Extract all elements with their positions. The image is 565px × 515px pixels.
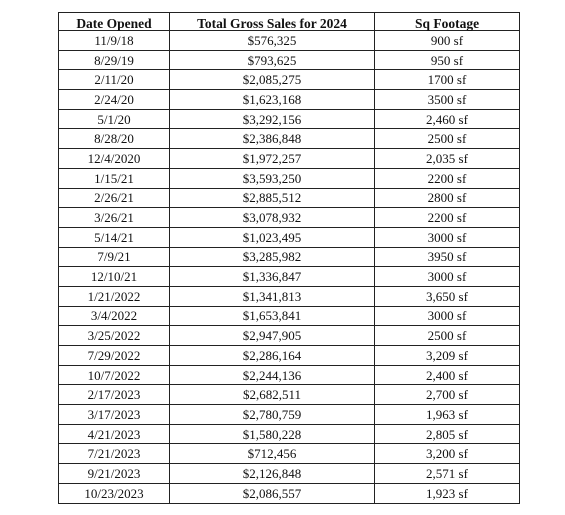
gross-sales-cell: $3,292,156 bbox=[170, 109, 375, 129]
date-opened-cell: 7/29/2022 bbox=[59, 346, 170, 366]
date-opened-cell: 12/4/2020 bbox=[59, 149, 170, 169]
sq-footage-cell: 2500 sf bbox=[375, 129, 520, 149]
date-opened-cell: 2/17/2023 bbox=[59, 385, 170, 405]
table-row bbox=[59, 346, 520, 366]
sq-footage-cell: 3,209 sf bbox=[375, 346, 520, 366]
sq-footage-cell: 3,200 sf bbox=[375, 444, 520, 464]
table-body bbox=[59, 31, 520, 504]
sq-footage-cell: 3500 sf bbox=[375, 90, 520, 110]
table-row bbox=[59, 424, 520, 444]
table-row bbox=[59, 31, 520, 51]
sq-footage-cell: 2800 sf bbox=[375, 188, 520, 208]
table-row bbox=[59, 168, 520, 188]
date-opened-cell: 10/7/2022 bbox=[59, 365, 170, 385]
gross-sales-cell: $2,885,512 bbox=[170, 188, 375, 208]
gross-sales-cell: $1,023,495 bbox=[170, 227, 375, 247]
gross-sales-cell: $2,682,511 bbox=[170, 385, 375, 405]
table-row bbox=[59, 286, 520, 306]
gross-sales-cell: $576,325 bbox=[170, 31, 375, 51]
table-row bbox=[59, 365, 520, 385]
sq-footage-cell: 2500 sf bbox=[375, 326, 520, 346]
sq-footage-cell: 3950 sf bbox=[375, 247, 520, 267]
date-opened-cell: 8/29/19 bbox=[59, 50, 170, 70]
date-opened-cell: 1/21/2022 bbox=[59, 286, 170, 306]
table-row bbox=[59, 109, 520, 129]
gross-sales-cell: $2,086,557 bbox=[170, 483, 375, 503]
date-opened-cell: 5/14/21 bbox=[59, 227, 170, 247]
date-opened-cell: 7/21/2023 bbox=[59, 444, 170, 464]
gross-sales-cell: $2,947,905 bbox=[170, 326, 375, 346]
gross-sales-cell: $1,580,228 bbox=[170, 424, 375, 444]
date-opened-cell: 2/24/20 bbox=[59, 90, 170, 110]
gross-sales-cell: $1,341,813 bbox=[170, 286, 375, 306]
date-opened-cell: 2/11/20 bbox=[59, 70, 170, 90]
sales-table bbox=[58, 12, 520, 504]
sq-footage-cell: 2200 sf bbox=[375, 208, 520, 228]
table-header bbox=[59, 13, 520, 31]
date-opened-cell: 9/21/2023 bbox=[59, 464, 170, 484]
header-sq-footage: Sq Footage bbox=[375, 13, 520, 31]
gross-sales-cell: $2,386,848 bbox=[170, 129, 375, 149]
gross-sales-cell: $2,244,136 bbox=[170, 365, 375, 385]
table-row bbox=[59, 464, 520, 484]
gross-sales-cell: $3,078,932 bbox=[170, 208, 375, 228]
sq-footage-cell: 1,963 sf bbox=[375, 405, 520, 425]
table-row bbox=[59, 70, 520, 90]
sq-footage-cell: 3000 sf bbox=[375, 267, 520, 287]
date-opened-cell: 12/10/21 bbox=[59, 267, 170, 287]
table-row bbox=[59, 405, 520, 425]
date-opened-cell: 3/17/2023 bbox=[59, 405, 170, 425]
table-row bbox=[59, 444, 520, 464]
sq-footage-cell: 1,923 sf bbox=[375, 483, 520, 503]
date-opened-cell: 3/4/2022 bbox=[59, 306, 170, 326]
header-total-gross-sales: Total Gross Sales for 2024 bbox=[170, 13, 375, 31]
sq-footage-cell: 2,035 sf bbox=[375, 149, 520, 169]
sq-footage-cell: 3,650 sf bbox=[375, 286, 520, 306]
sq-footage-cell: 3000 sf bbox=[375, 227, 520, 247]
gross-sales-cell: $1,336,847 bbox=[170, 267, 375, 287]
gross-sales-cell: $2,085,275 bbox=[170, 70, 375, 90]
table-row bbox=[59, 149, 520, 169]
sq-footage-cell: 2,571 sf bbox=[375, 464, 520, 484]
table-row bbox=[59, 326, 520, 346]
date-opened-cell: 3/26/21 bbox=[59, 208, 170, 228]
gross-sales-cell: $1,653,841 bbox=[170, 306, 375, 326]
date-opened-cell: 7/9/21 bbox=[59, 247, 170, 267]
sq-footage-cell: 2,400 sf bbox=[375, 365, 520, 385]
sq-footage-cell: 900 sf bbox=[375, 31, 520, 51]
date-opened-cell: 2/26/21 bbox=[59, 188, 170, 208]
gross-sales-cell: $793,625 bbox=[170, 50, 375, 70]
gross-sales-cell: $1,623,168 bbox=[170, 90, 375, 110]
date-opened-cell: 3/25/2022 bbox=[59, 326, 170, 346]
gross-sales-cell: $2,126,848 bbox=[170, 464, 375, 484]
gross-sales-cell: $712,456 bbox=[170, 444, 375, 464]
date-opened-cell: 8/28/20 bbox=[59, 129, 170, 149]
table-row bbox=[59, 129, 520, 149]
date-opened-cell: 11/9/18 bbox=[59, 31, 170, 51]
sq-footage-cell: 2,805 sf bbox=[375, 424, 520, 444]
table-row bbox=[59, 188, 520, 208]
table-row bbox=[59, 483, 520, 503]
date-opened-cell: 1/15/21 bbox=[59, 168, 170, 188]
date-opened-cell: 4/21/2023 bbox=[59, 424, 170, 444]
gross-sales-cell: $3,593,250 bbox=[170, 168, 375, 188]
sq-footage-cell: 950 sf bbox=[375, 50, 520, 70]
sq-footage-cell: 3000 sf bbox=[375, 306, 520, 326]
sq-footage-cell: 2200 sf bbox=[375, 168, 520, 188]
table-row bbox=[59, 208, 520, 228]
gross-sales-cell: $2,780,759 bbox=[170, 405, 375, 425]
gross-sales-cell: $1,972,257 bbox=[170, 149, 375, 169]
table-row bbox=[59, 90, 520, 110]
sq-footage-cell: 2,700 sf bbox=[375, 385, 520, 405]
table-row bbox=[59, 306, 520, 326]
sq-footage-cell: 2,460 sf bbox=[375, 109, 520, 129]
sq-footage-cell: 1700 sf bbox=[375, 70, 520, 90]
header-row bbox=[59, 13, 520, 31]
table-row bbox=[59, 50, 520, 70]
table-row bbox=[59, 385, 520, 405]
header-date-opened: Date Opened bbox=[59, 13, 170, 31]
date-opened-cell: 10/23/2023 bbox=[59, 483, 170, 503]
gross-sales-cell: $2,286,164 bbox=[170, 346, 375, 366]
table-row bbox=[59, 267, 520, 287]
table-row bbox=[59, 247, 520, 267]
date-opened-cell: 5/1/20 bbox=[59, 109, 170, 129]
gross-sales-cell: $3,285,982 bbox=[170, 247, 375, 267]
table-row bbox=[59, 227, 520, 247]
